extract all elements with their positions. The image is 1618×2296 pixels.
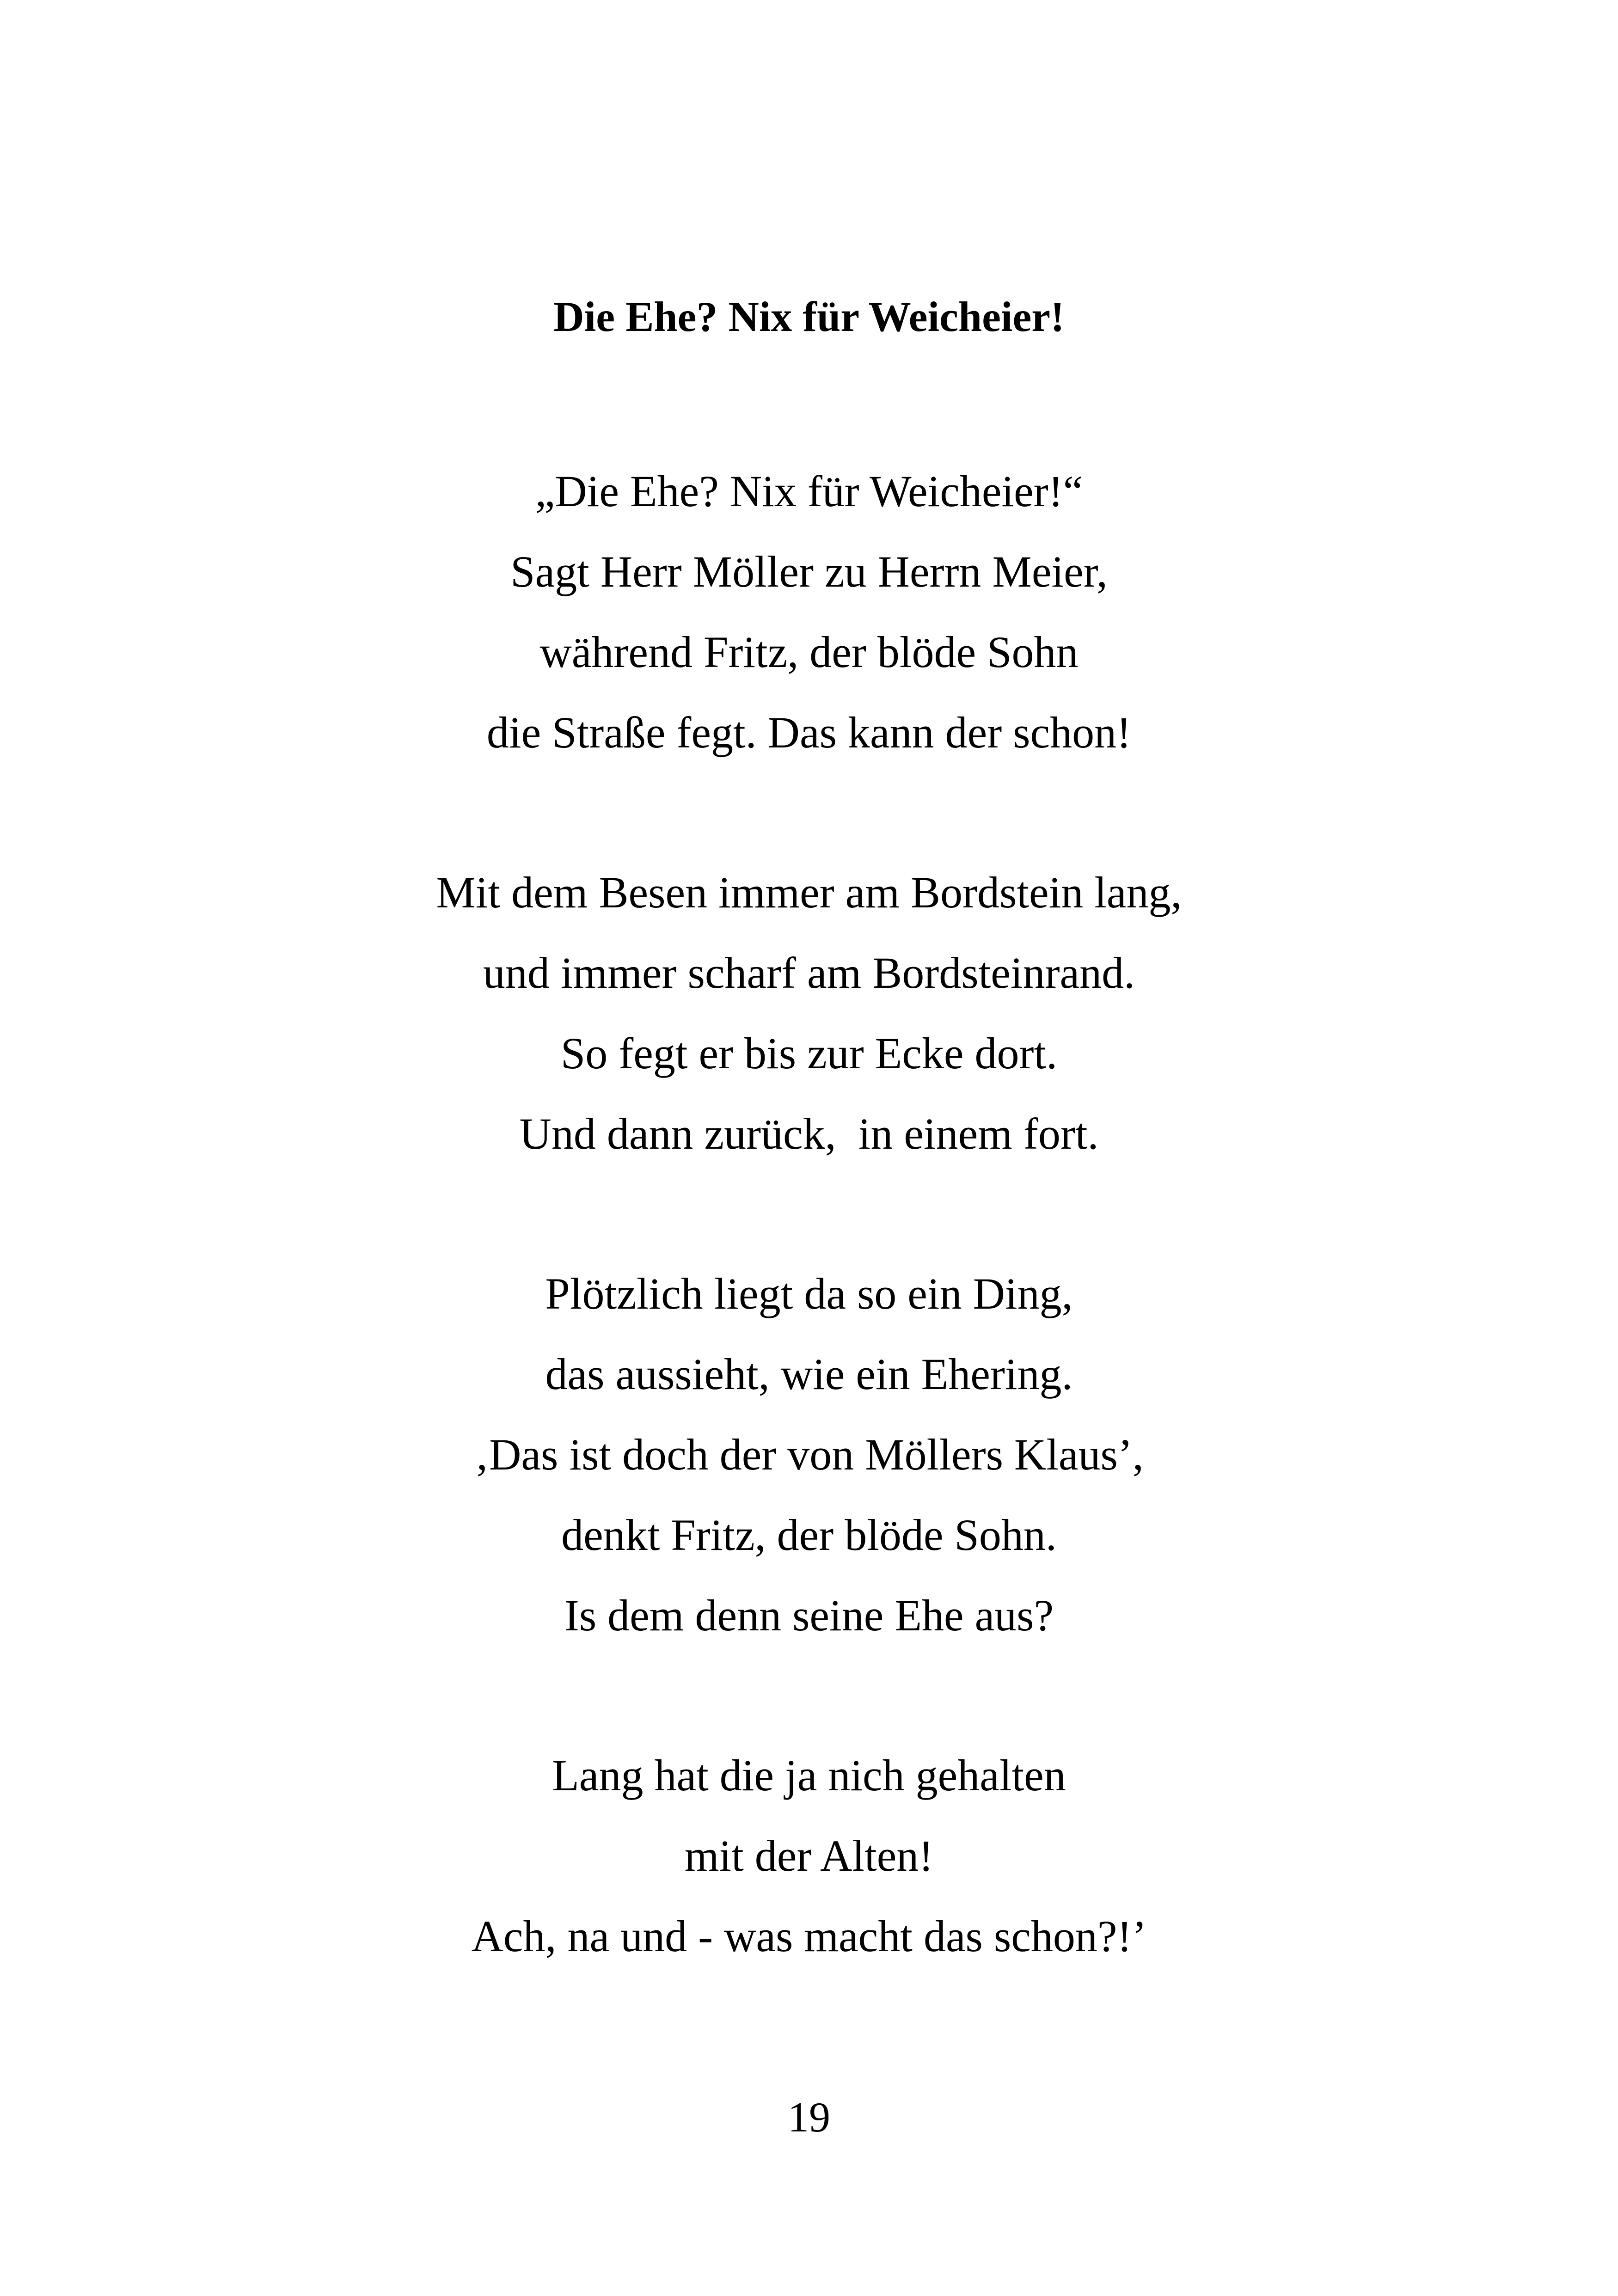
- stanza-2: [0, 852, 1618, 1174]
- verse-line: denkt Fritz, der blöde Sohn.: [561, 1510, 1057, 1560]
- stanza-1: [0, 451, 1618, 773]
- stanza-4: [0, 1735, 1618, 1977]
- poem-body: [0, 451, 1618, 2056]
- verse-line: Und dann zurück, in einem fort.: [519, 1109, 1099, 1158]
- verse-line: Is dem denn seine Ehe aus?: [564, 1591, 1054, 1640]
- poem-title: Die Ehe? Nix für Weicheier!: [553, 293, 1065, 340]
- verse-line: das aussieht, wie ein Ehering.: [545, 1349, 1073, 1399]
- verse-line: Mit dem Besen immer am Bordstein lang,: [436, 868, 1182, 917]
- verse-line: ‚Das ist doch der von Möllers Klaus’,: [474, 1430, 1144, 1479]
- verse-line: Plötzlich liegt da so ein Ding,: [545, 1269, 1073, 1318]
- verse-line: die Straße fegt. Das kann der schon!: [486, 708, 1132, 757]
- page-number: 19: [788, 2094, 830, 2141]
- verse-line: Ach, na und - was macht das schon?!’: [471, 1911, 1147, 1961]
- verse-line: Sagt Herr Möller zu Herrn Meier,: [510, 547, 1108, 596]
- verse-line: und immer scharf am Bordsteinrand.: [483, 948, 1135, 998]
- verse-line: „Die Ehe? Nix für Weicheier!“: [535, 466, 1083, 516]
- stanza-3: [0, 1254, 1618, 1656]
- verse-line: während Fritz, der blöde Sohn: [539, 627, 1079, 677]
- verse-line: mit der Alten!: [684, 1831, 934, 1880]
- verse-line: So fegt er bis zur Ecke dort.: [560, 1029, 1058, 1078]
- verse-line: Lang hat die ja nich gehalten: [552, 1751, 1066, 1800]
